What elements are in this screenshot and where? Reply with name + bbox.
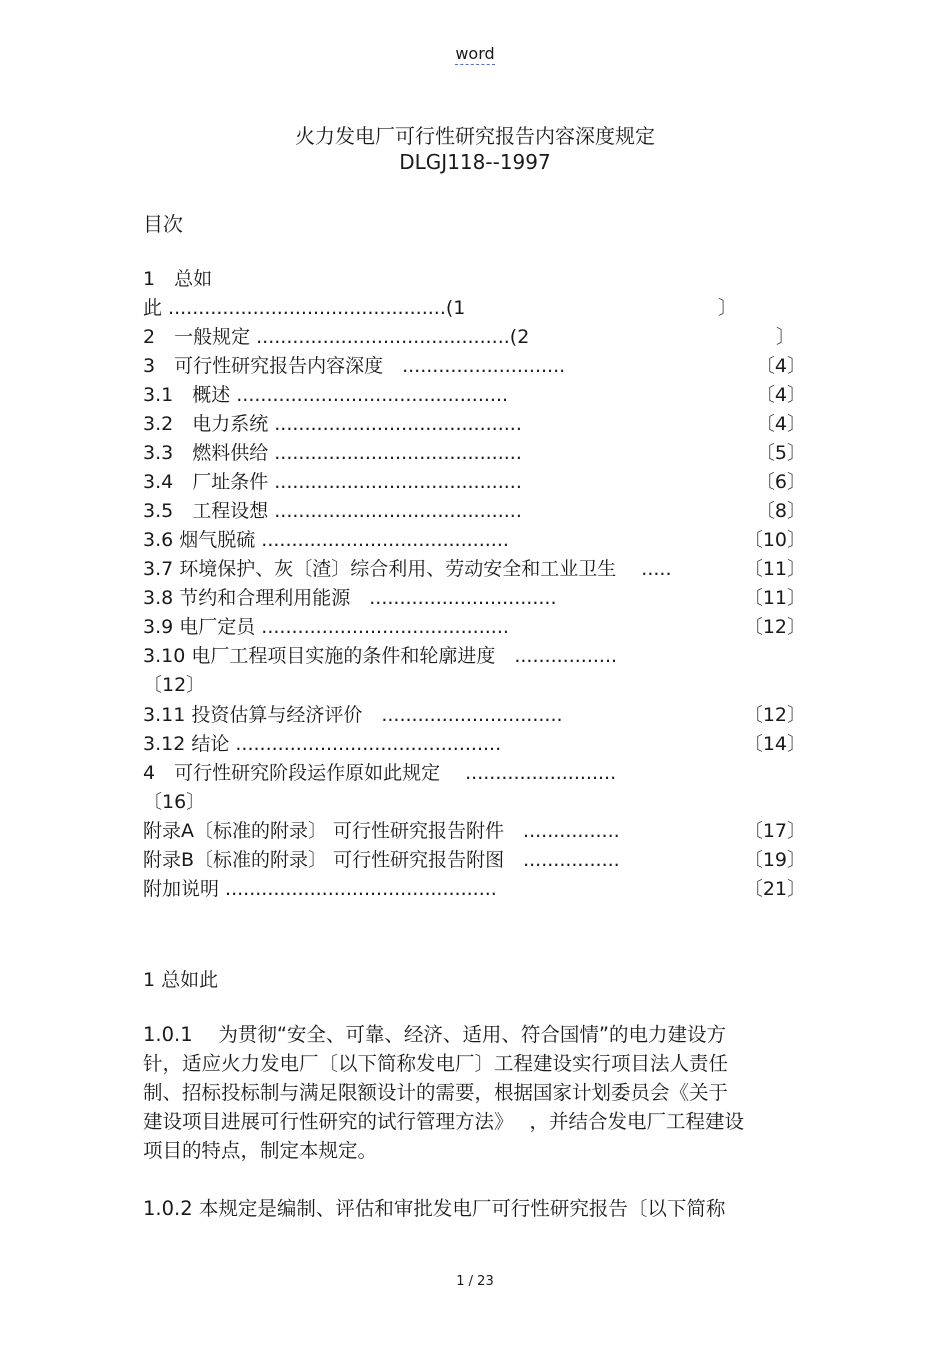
paragraph-1-0-1 [143,1020,808,1165]
paragraph-line: 建设项目进展可行性研究的试行管理方法》 ，并结合发电厂工程建设 [143,1110,744,1133]
toc-page-number: 〔11〕 [743,558,806,580]
toc-entry[interactable]: 2 一般规定 ..........................................(2 [143,326,530,348]
document-title: 火力发电厂可行性研究报告内容深度规定 [295,124,655,148]
toc-entry[interactable]: 3.3 燃料供给 ......................................... [143,442,522,464]
document-code: DLGJ118--1997 [399,150,551,174]
toc-page-number: 〔21〕 [743,878,806,900]
toc-page-number: 〔10〕 [743,529,806,551]
toc-entry[interactable]: 1 总如 [143,268,213,290]
toc-entry[interactable]: 附录B〔标准的附录〕 可行性研究报告附图 ................ [143,849,620,871]
toc-entry[interactable]: 3.10 电厂工程项目实施的条件和轮廓进度 ................. [143,645,618,667]
paragraph-line: 1.0.2 本规定是编制、评估和审批发电厂可行性研究报告〔以下简称 [143,1197,726,1220]
toc-page-number: 〔5〕 [755,442,806,464]
toc-entry[interactable]: 3.2 电力系统 ......................................... [143,413,522,435]
paragraph-line: 1.0.1 为贯彻“安全、可靠、经济、适用、符合国情”的电力建设方 [143,1023,727,1046]
toc-page-number: 〔6〕 [755,471,806,493]
toc-entry[interactable]: 3.9 电厂定员 ......................................... [143,616,509,638]
toc-entry[interactable]: 3.5 工程设想 ......................................... [143,500,522,522]
section-heading: 1 总如此 [143,969,219,991]
toc-page-number: 〕 [775,326,795,348]
paragraph-1-0-2 [143,1194,808,1223]
toc-entry[interactable]: 4 可行性研究阶段运作原如此规定 ......................... [143,762,617,784]
toc-page-number: 〔12〕 [743,616,806,638]
toc-entry-page-wrapped: 〔16〕 [143,791,206,813]
toc-entry[interactable]: 3.6 烟气脱硫 ......................................... [143,529,509,551]
toc-entry[interactable]: 3.4 厂址条件 ......................................... [143,471,522,493]
toc-entry[interactable]: 3 可行性研究报告内容深度 ........................... [143,355,566,377]
toc-entry[interactable]: 3.7 环境保护、灰〔渣〕综合利用、劳动安全和工业卫生 ..... [143,558,672,580]
toc-entry[interactable]: 附加说明 ............................................. [143,878,497,900]
toc-entry[interactable]: 附录A〔标准的附录〕 可行性研究报告附件 ................ [143,820,620,842]
page-number: 1 / 23 [456,1274,494,1289]
toc-entry-page-wrapped: 〔12〕 [143,674,206,696]
toc-page-number: 〔12〕 [743,704,806,726]
toc-page-number: 〔4〕 [755,384,806,406]
toc-page-number: 〔14〕 [743,733,806,755]
toc-page-number: 〕 [717,297,737,319]
toc-heading: 目次 [143,212,183,236]
header-word-label: word [455,44,495,63]
paragraph-line: 针，适应火力发电厂〔以下简称发电厂〕工程建设实行项目法人责任 [143,1052,729,1075]
toc-entry[interactable]: 3.8 节约和合理利用能源 ............................... [143,587,557,609]
toc-page-number: 〔11〕 [743,587,806,609]
toc-page-number: 〔8〕 [755,500,806,522]
page-header [0,44,950,63]
toc-entry[interactable]: 3.12 结论 ............................................ [143,733,502,755]
toc-entry[interactable]: 3.1 概述 ............................................. [143,384,509,406]
toc-page-number: 〔19〕 [743,849,806,871]
toc-page-number: 〔4〕 [755,413,806,435]
toc-page-number: 〔4〕 [755,355,806,377]
toc-entry[interactable]: 此 ..............................................(1 [143,297,466,319]
paragraph-line: 项目的特点，制定本规定。 [143,1139,378,1162]
paragraph-line: 制、招标投标制与满足限额设计的需要，根据国家计划委员会《关于 [143,1081,729,1104]
toc-page-number: 〔17〕 [743,820,806,842]
toc-entry[interactable]: 3.11 投资估算与经济评价 .............................. [143,704,563,726]
